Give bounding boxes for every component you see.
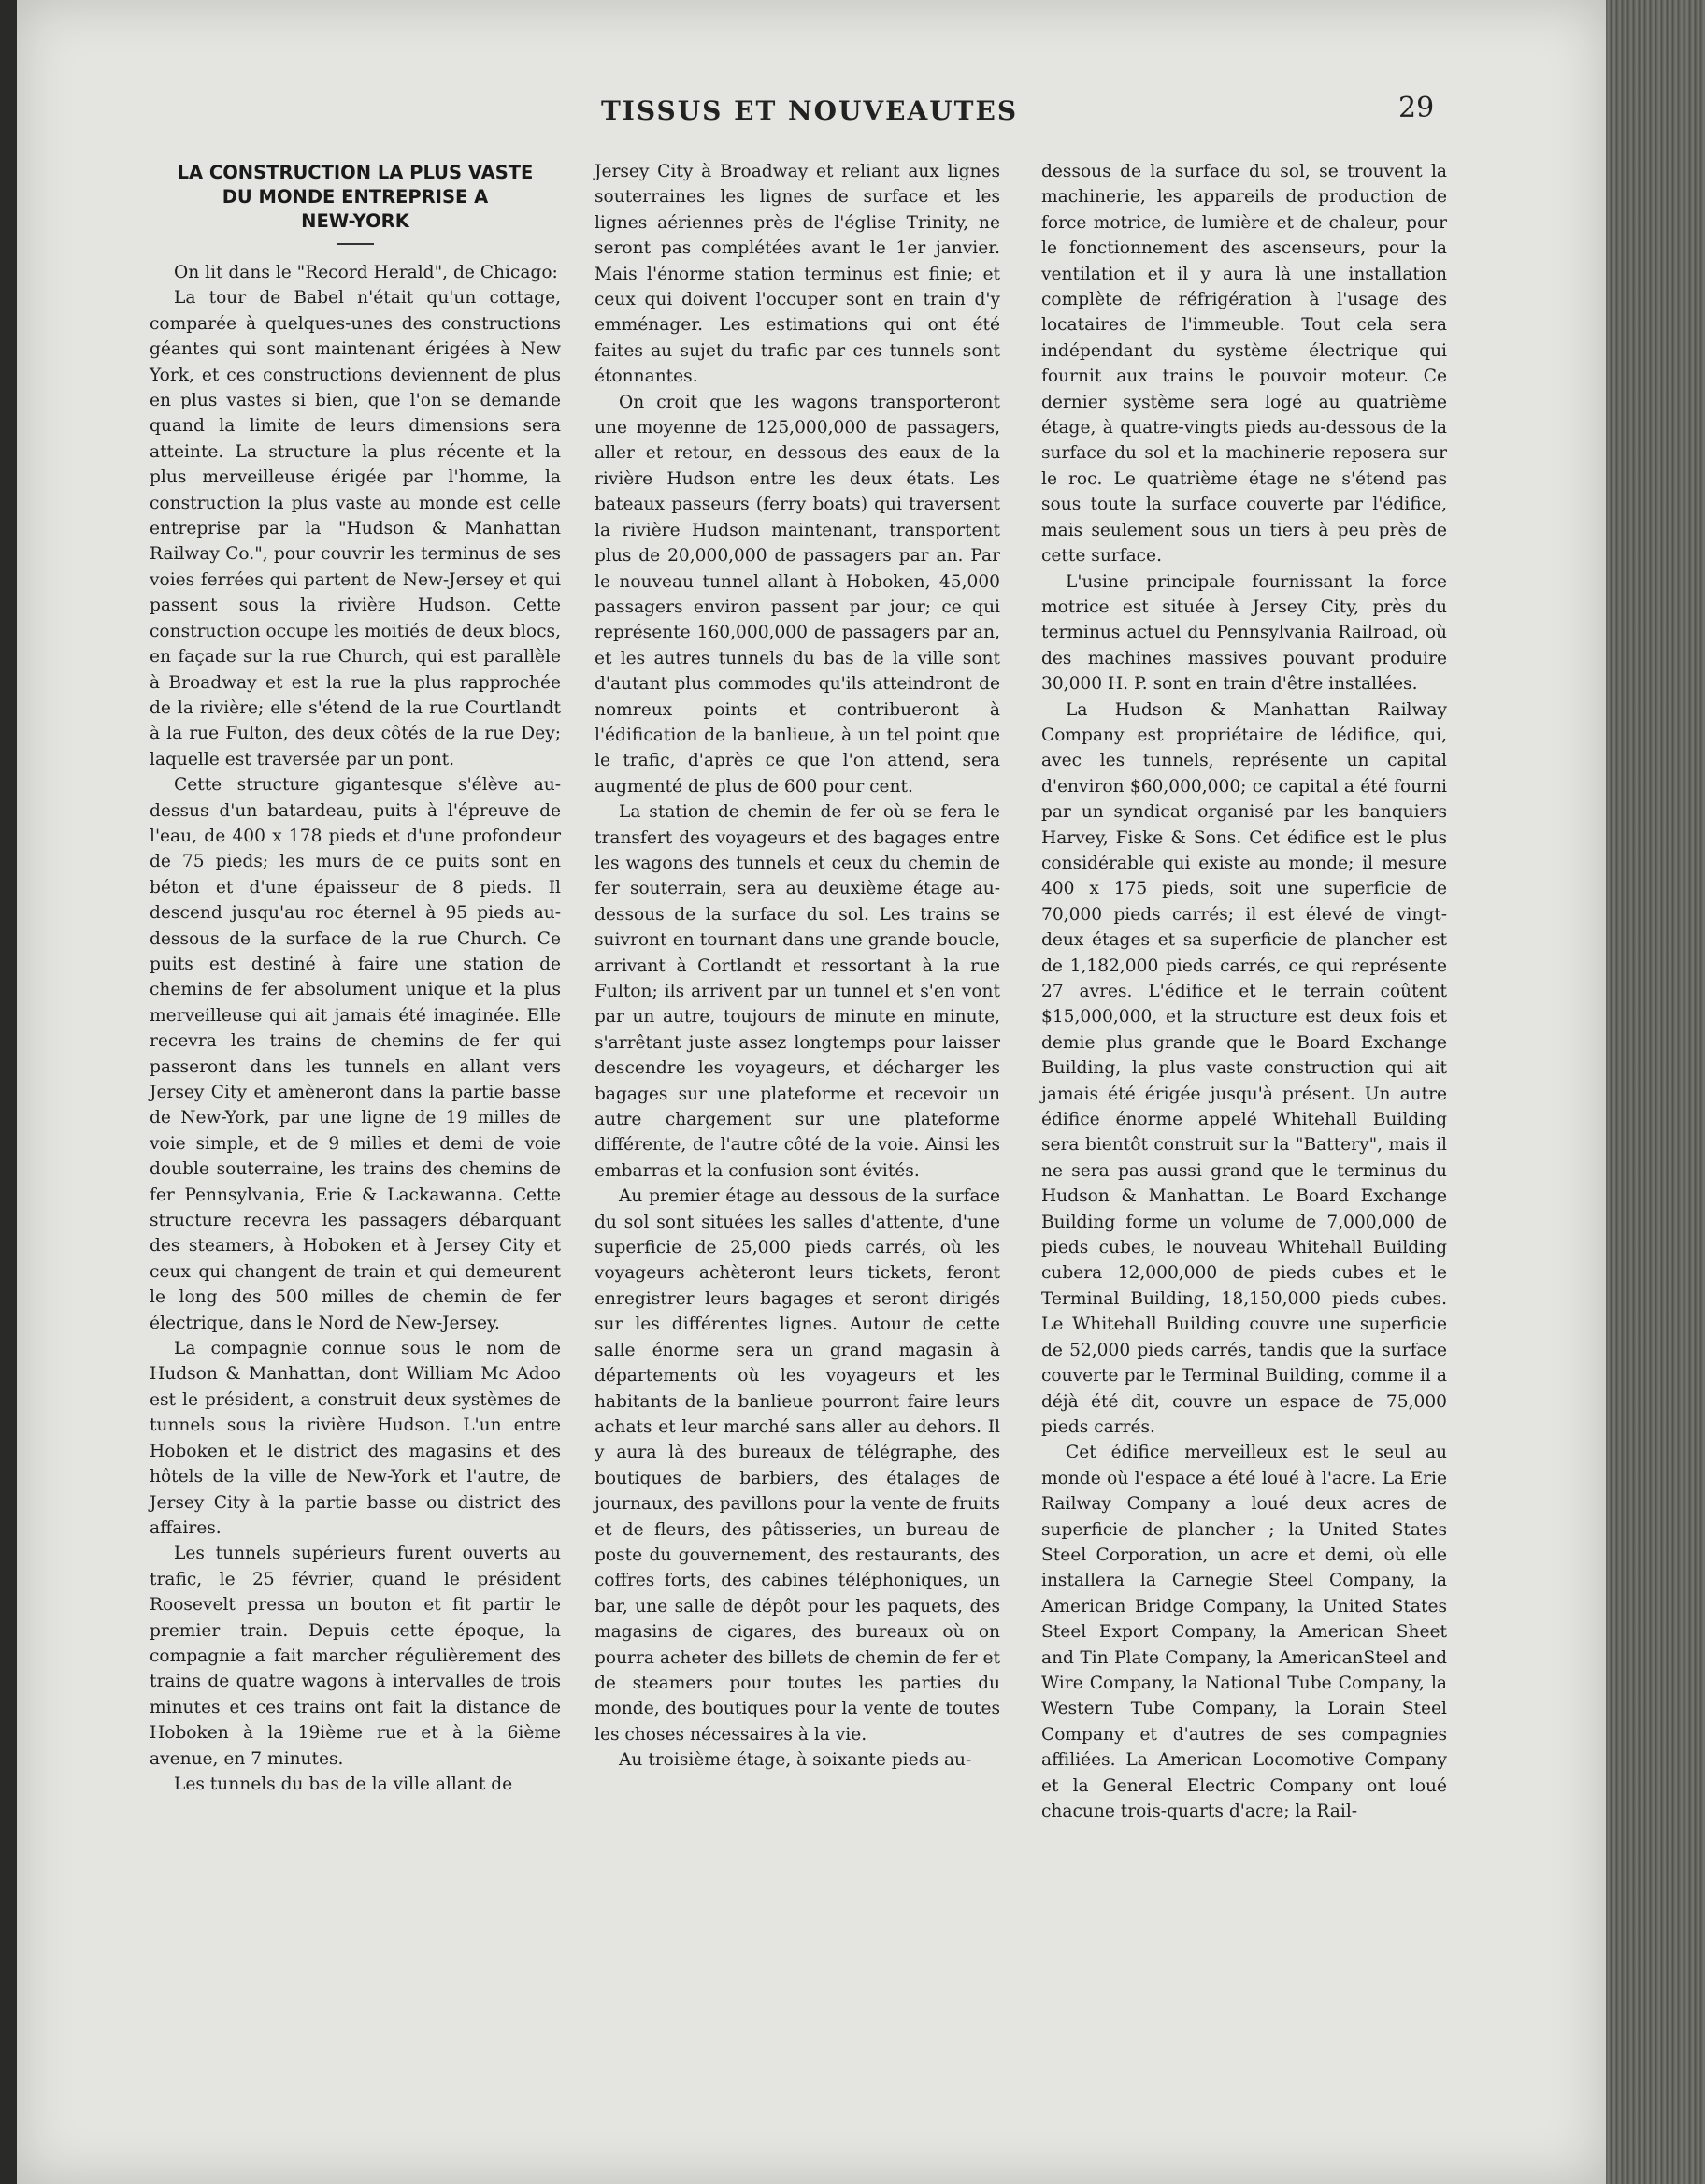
paragraph: Jersey City à Broadway et reliant aux lignes souterraines les lignes de surface et les lignes aériennes près de l'église Trinity, ne seront pas complétées avant le 1er janvier. Mais l'énorme station terminus est finie; et ceux qui doivent l'occuper sont en train d'y emménager. Les estimations qui ont été faites au sujet du trafic par ces tunnels sont étonnantes. [595,162,1000,387]
paragraph: Cet édifice merveilleux est le seul au monde où l'espace a été loué à l'acre. La Erie Railway Company a loué deux acres de superficie de plancher ; la United States Steel Corporation, un acre et demi, où elle installera la Carnegie Steel Company, la American Bridge Company, la United States Steel Export Company, la American Sheet and Tin Plate Company, la AmericanSteel and Wire Company, la National Tube Company, la Western Tube Company, la Lorain Steel Company et d'autres de ses compagnies affiliées. La American Locomotive Company et la General Electric Company ont loué chacune trois-quarts d'acre; la Rail- [1041,1443,1447,1821]
paragraph: La station de chemin de fer où se fera le transfert des voyageurs et des bagages entre les wagons des tunnels et ceux du chemin de fer souterrain, sera au deuxième étage au-dessous de la surface du sol. Les trains se suivront en tournant dans une grande boucle, arrivant à Cortlandt et ressortant à la rue Fulton; ils arrivent par un tunnel et s'en vont par un autre, toujours de minute en minute, s'arrêtant juste assez longtemps pour laisser descendre les voyageurs, et décharger les bagages sur une plateforme et recevoir un autre chargement sur une plateforme différente, de l'autre côté de la voie. Ainsi les embarras et la confusion sont évités. [595,802,1000,1181]
paragraph: Les tunnels du bas de la ville allant de [174,1774,513,1794]
paragraph: L'usine principale fournissant la force motrice est située à Jersey City, près du terminus actuel du Pennsylvania Railroad, où des machines massives pouvant produire 30,000 H. P. sont en train d'être installées. [1041,571,1447,695]
paragraph: dessous de la surface du sol, se trouvent la machinerie, les appareils de production de force motrice, de lumière et de chaleur, pour le fonctionnement des ascenseurs, pour la ventilation et il y aura là une installation complète de réfrigération à l'usage des locataires de l'immeuble. Tout cela sera indépendant du système électrique qui fournit aux trains le pouvoir moteur. Ce dernier système sera logé au quatrième étage, à quatre-vingts pieds au-dessous de la surface du sol et la machinerie reposera sur le roc. Le quatrième étage ne s'étend pas sous toute la surface couverte par l'édifice, mais seulement sous un tiers à peu près de cette surface. [1041,162,1447,567]
paragraph: Cette structure gigantesque s'élève au-dessus d'un batardeau, puits à l'épreuve de l'eau, de 400 x 178 pieds et d'une profondeur de 75 pieds; les murs de ce puits sont en béton et d'une épaisseur de 8 pieds. Il descend jusqu'au roc éternel à 95 pieds au-dessous de la surface de la rue Church. Ce puits est destiné à faire une station de chemins de fer absolument unique et la plus merveilleuse qui ait jamais été imaginée. Elle recevra les trains de chemins de fer qui passeront dans les tunnels en allant vers Jersey City et amèneront dans la partie basse de New-York, par une ligne de 19 milles de voie simple, et de 9 milles et demi de voie double souterraine, les trains des chemins de fer Pennsylvania, Erie & Lackawanna. Cette structure recevra les passagers débarquant des steamers, à Hoboken et à Jersey City et ceux qui changent de train et qui demeurent le long des 500 milles de chemin de fer électrique, dans le Nord de New-Jersey. [150,775,561,1333]
paragraph: Au troisième étage, à soixante pieds au- [619,1750,972,1771]
book-page-edges [1606,0,1705,2184]
column-3 [1041,159,1447,1824]
article-title-line: LA CONSTRUCTION LA PLUS VASTE [177,162,534,183]
paragraph: La tour de Babel n'était qu'un cottage, comparée à quelques-unes des constructions géantes qui sont maintenant érigées à New York, et ces constructions deviennent de plus en plus vastes si bien, que l'on se demande quand la limite de leurs dimensions sera atteinte. La structure la plus récente et la plus merveilleuse érigée par l'homme, la construction la plus vaste au monde est celle entreprise par la "Hudson & Manhattan Railway Co.", pour couvrir les terminus de ses voies ferrées qui partent de New-Jersey et qui passent sous la rivière Hudson. Cette construction occupe les moitiés de deux blocs, en façade sur la rue Church, qui est parallèle à Broadway et est la rue la plus rapprochée de la rivière; elle s'étend de la rue Courtlandt à la rue Fulton, des deux côtés de la rue Dey; laquelle est traversée par un pont. [150,288,561,769]
paragraph: Au premier étage au dessous de la surface du sol sont situées les salles d'attente, d'une superficie de 25,000 pieds carrés, où les voyageurs achèteront leurs tickets, feront enregistrer leurs bagages et seront dirigés sur les différentes lignes. Autour de cette salle énorme sera un grand magasin à départements où les voyageurs et les habitants de la banlieue pourront faire leurs achats et leur marché sans aller au dehors. Il y aura là des bureaux de télégraphe, des boutiques de barbiers, des étalages de journaux, des pavillons pour la vente de fruits et de fleurs, des pâtisseries, un bureau de poste du gouvernement, des restaurants, des coffres forts, des cabines téléphoniques, un bar, une salle de dépôt pour les paquets, des magasins de cigares, des bureaux où on pourra acheter des billets de chemin de fer et de steamers pour toutes les parties du monde, des boutiques pour la vente de toutes les choses nécessaires à la vie. [595,1186,1000,1745]
page-number: 29 [1398,92,1435,124]
running-title: TISSUS ET NOUVEAUTES [600,95,1019,126]
paragraph: La Hudson & Manhattan Railway Company est propriétaire de lédifice, qui, avec les tunnels, représente un capital d'environ $60,000,000; ce capital a été fourni par un syndicat organisé par les banquiers Harvey, Fiske & Sons. Cet édifice est le plus considérable qui existe au monde; il mesure 400 x 175 pieds, soit une superficie de 70,000 pieds carrés; il est élevé de vingt-deux étages et sa superficie de plancher est de 1,182,000 pieds carrés, ce qui représente 27 avres. L'édifice et le terrain coûtent $15,000,000, et la structure est deux fois et demie plus grande que le Board Exchange Building, la plus vaste construction qui ait jamais été érigée jusqu'à présent. Un autre édifice énorme appelé Whitehall Building sera bientôt construit sur la "Battery", mais il ne sera pas aussi grand que le terminus du Hudson & Manhattan. Le Board Exchange Building forme un volume de 7,000,000 de pieds cubes, le nouveau Whitehall Building cubera 12,000,000 de pieds cubes et le Terminal Building, 18,150,000 pieds cubes. Le Whitehall Building couvre une superficie de 52,000 pieds carrés, tandis que la surface couverte par le Terminal Building, comme il a déjà été dit, couvre un espace de 75,000 pieds carrés. [1041,699,1447,1437]
article-title-line: DU MONDE ENTREPRISE A [222,186,489,208]
article-title [150,161,561,234]
paragraph: La compagnie connue sous le nom de Hudson & Manhattan, dont William Mc Adoo est le président, a construit deux systèmes de tunnels sous la rivière Hudson. L'un entre Hoboken et le district des magasins et des hôtels de la ville de New-York et l'autre, de Jersey City à la partie basse ou district des affaires. [150,1339,561,1538]
paragraph: On croit que les wagons transporteront une moyenne de 125,000,000 de passagers, aller et retour, en dessous des eaux de la rivière Hudson entre les deux états. Les bateaux passeurs (ferry boats) qui traversent la rivière Hudson maintenant, transportent plus de 20,000,000 de passagers par an. Par le nouveau tunnel allant à Hoboken, 45,000 passagers environ passent par jour; ce qui représente 160,000,000 de passagers par an, et les autres tunnels du bas de la ville sont d'autant plus commodes qu'ils atteindront de nomreux points et contribueront à l'édification de la banlieue, à un tel point que le trafic, d'après ce que l'on attend, sera augmenté de plus de 600 pour cent. [595,392,1000,797]
book-gutter [0,0,17,2184]
title-divider [337,243,374,245]
paragraph: On lit dans le "Record Herald", de Chicago: [174,263,558,282]
column-2 [595,159,1000,1774]
paragraph: Les tunnels supérieurs furent ouverts au trafic, le 25 février, quand le président Roosevelt pressa un bouton et fit partir le premier train. Depuis cette époque, la compagnie a fait marcher régulièrement des trains de quatre wagons à intervalles de trois minutes et ces trains ont fait la distance de Hoboken à la 19ième rue et à la 6ième avenue, en 7 minutes. [150,1544,561,1769]
article-title-line: NEW-YORK [301,210,409,232]
column-1 [150,159,561,1797]
